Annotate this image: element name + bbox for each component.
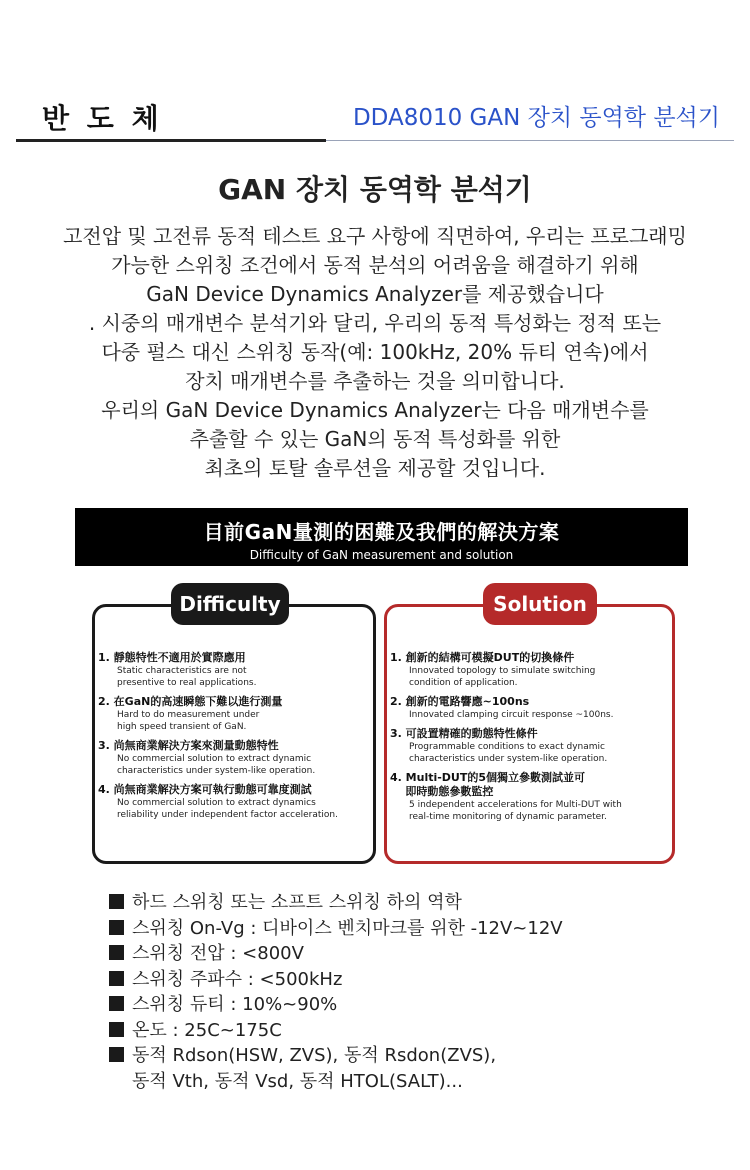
spec-text: 스위칭 On-Vg : 디바이스 벤치마크를 위한 -12V~12V (132, 917, 563, 939)
spec-text: 스위칭 듀티 : 10%~90% (132, 994, 338, 1015)
solution-item (390, 771, 668, 823)
banner-title-en: Difficulty of GaN measurement and solution (249, 548, 514, 562)
difficulty-label: Difficulty (171, 583, 289, 625)
spec-text: 하드 스위칭 또는 소프트 스위칭 하의 역학 (132, 892, 462, 913)
spec-item (109, 1018, 563, 1044)
difficulty-item-desc: Hard to do measurement under high speed transient of GaN. (117, 710, 260, 732)
difficulty-item-desc: No commercial solution to extract dynamics reliability under independent factor acceleration. (117, 798, 338, 820)
difficulty-item (98, 651, 369, 689)
difficulty-item (98, 695, 369, 733)
spec-item (109, 916, 563, 942)
intro-paragraph (20, 222, 730, 483)
intro-line: 우리의 GaN Device Dynamics Analyzer는 다음 매개변수를 (101, 398, 649, 422)
square-bullet-icon (109, 1022, 124, 1037)
banner-title-cn: 目前GaN量測的困難及我們的解決方案 (203, 520, 560, 544)
solution-item-title: 4. Multi-DUT的5個獨立參數測試並可 即時動態參數監控 (390, 771, 586, 798)
intro-line: 추출할 수 있는 GaN의 동적 특성화를 위한 (189, 427, 561, 451)
solution-item-title: 2. 創新的電路響應~100ns (390, 695, 530, 708)
spec-continuation: 동적 Vth, 동적 Vsd, 동적 HTOL(SALT)... (132, 1070, 463, 1092)
square-bullet-icon (109, 920, 124, 935)
solution-item-desc: Innovated clamping circuit response ~100ns. (409, 710, 614, 720)
intro-line: . 시중의 매개변수 분석기와 달리, 우리의 동적 특성화는 정적 또는 (88, 311, 662, 335)
difficulty-item-desc: Static characteristics are not presentive to real applications. (117, 666, 257, 688)
intro-line: 가능한 스위칭 조건에서 동적 분석의 어려움을 해결하기 위해 (111, 253, 639, 277)
solution-item (390, 727, 668, 765)
solution-item-title: 3. 可設置精確的動態特性條件 (390, 727, 538, 740)
difficulty-solution-banner (75, 508, 688, 566)
square-bullet-icon (109, 894, 124, 909)
spec-list (109, 890, 563, 1094)
difficulty-item-title: 2. 在GaN的高速瞬態下難以進行測量 (98, 695, 283, 708)
spec-text: 스위칭 전압 : <800V (132, 943, 304, 964)
solution-label: Solution (483, 583, 597, 625)
intro-line: GaN Device Dynamics Analyzer를 제공했습니다 (146, 282, 604, 306)
intro-line: 고전압 및 고전류 동적 테스트 요구 사항에 직면하여, 우리는 프로그래밍 (63, 224, 687, 248)
main-title: GAN 장치 동역학 분석기 (218, 173, 532, 206)
product-title: DDA8010 GAN 장치 동역학 분석기 (352, 105, 720, 131)
square-bullet-icon (109, 996, 124, 1011)
spec-text: 스위칭 주파수 : <500kHz (132, 968, 343, 990)
intro-line: 최초의 토탈 솔루션을 제공할 것입니다. (204, 456, 546, 480)
difficulty-item-title: 1. 靜態特性不適用於實際應用 (98, 651, 246, 664)
spec-item (109, 967, 563, 993)
difficulty-box (92, 604, 376, 864)
header-divider-dark (16, 139, 326, 142)
spec-text: 동적 Rdson(HSW, ZVS), 동적 Rsdon(ZVS), (132, 1045, 497, 1066)
square-bullet-icon (109, 971, 124, 986)
spec-text: 온도 : 25C~175C (132, 1019, 282, 1041)
solution-item (390, 695, 668, 721)
spec-item (109, 890, 563, 916)
square-bullet-icon (109, 1047, 124, 1062)
solution-box (384, 604, 675, 864)
square-bullet-icon (109, 945, 124, 960)
difficulty-item (98, 739, 369, 777)
difficulty-item-title: 3. 尚無商業解決方案來測量動態特性 (98, 739, 279, 752)
page-header (0, 95, 750, 143)
spec-item (109, 1043, 563, 1069)
header-divider-light (326, 140, 734, 141)
solution-item-desc: Innovated topology to simulate switching condition of application. (409, 666, 596, 688)
solution-item-desc: Programmable conditions to exact dynamic characteristics under system-like operation. (409, 742, 608, 764)
spec-item (109, 941, 563, 967)
difficulty-item (98, 783, 369, 821)
solution-item (390, 651, 668, 689)
category-title: 반 도 체 (42, 102, 163, 135)
intro-line: 장치 매개변수를 추출하는 것을 의미합니다. (185, 369, 565, 393)
difficulty-item-desc: No commercial solution to extract dynamic characteristics under system-like operation. (117, 754, 316, 776)
intro-line: 다중 펄스 대신 스위칭 동작(예: 100kHz, 20% 듀티 연속)에서 (101, 340, 649, 364)
solution-item-title: 1. 創新的結構可模擬DUT的切換條件 (390, 651, 575, 664)
spec-item (109, 992, 563, 1018)
difficulty-item-title: 4. 尚無商業解決方案可執行動態可靠度測試 (98, 783, 312, 796)
solution-item-desc: 5 independent accelerations for Multi-DUT with real-time monitoring of dynamic parameter. (409, 800, 622, 822)
